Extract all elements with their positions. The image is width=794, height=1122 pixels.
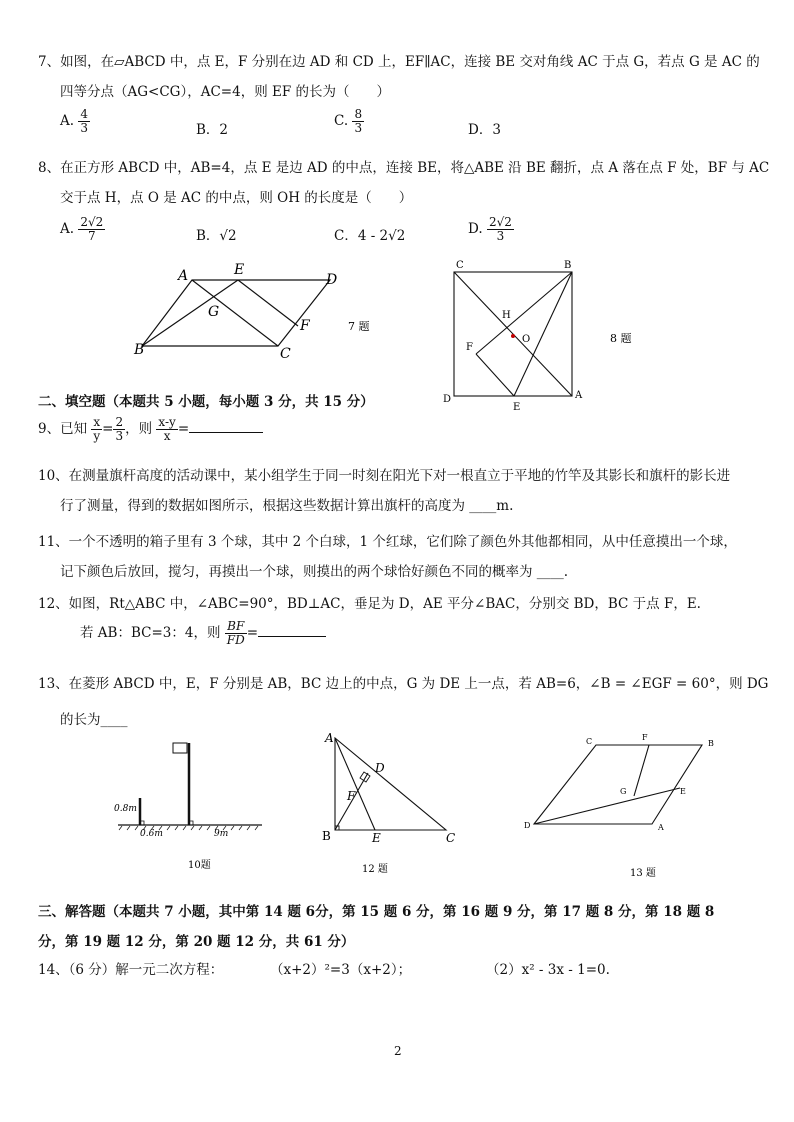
fig10-label-height: 0.8m	[114, 804, 137, 814]
q14-label: 14、（6 分）解一元二次方程：	[38, 962, 224, 978]
fig12-label-f: F	[347, 789, 356, 803]
fig8-label-o: O	[522, 334, 531, 345]
fig10-label-short-shadow: 0.6m	[140, 829, 163, 839]
page-number: 2	[394, 1044, 402, 1058]
section-3-heading-line2: 分，第 19 题 12 分，第 20 题 12 分，共 61 分）	[38, 934, 355, 950]
answer-blank	[258, 636, 326, 637]
figure-7-parallelogram	[130, 260, 380, 370]
q8-line2: 交于点 H，点 O 是 AC 的中点，则 OH 的长度是（ ）	[60, 190, 413, 206]
q7-option-a: A. $\frac{4}{3}$	[60, 107, 88, 136]
fig8-label-b: B	[564, 260, 572, 271]
figure-8-square	[440, 258, 640, 414]
q12-line2: 若 AB：BC=3：4，则 $\frac{BF}{FD}$ =	[80, 620, 326, 647]
fig13-label-a: A	[658, 823, 664, 832]
fig12-label-c: C	[446, 831, 456, 845]
section-3-heading-line1: 三、解答题（本题共 7 小题，其中第 14 题 6分，第 15 题 6 分，第 16 题 9 分，第 17 题 8 分，第 18 题 8	[38, 904, 715, 920]
fig13-label-b: B	[708, 739, 714, 748]
figure-12-triangle	[318, 730, 468, 878]
fig7-label-b: B	[134, 342, 145, 358]
fraction: $\frac{2√2}{3}$	[488, 215, 512, 244]
fig12-caption: 12 题	[362, 864, 388, 875]
fig8-label-d: D	[443, 394, 452, 405]
fig8-label-c: C	[456, 260, 464, 271]
q8-option-a: A. $\frac{2√2}{7}$	[60, 215, 104, 244]
q10-line1: 10、在测量旗杆高度的活动课中，某小组学生于同一时刻在阳光下对一根直立于平地的竹竿及其影长和旗杆的影长进	[38, 468, 731, 484]
fraction: $\frac{x}{y}$	[93, 415, 101, 444]
fig8-label-f: F	[466, 342, 473, 353]
q7-line1: 7、如图，在▱ABCD 中，点 E，F 分别在边 AD 和 CD 上，EF∥AC，连接 BE 交对角线 AC 于点 G，若点 G 是 AC 的	[38, 54, 760, 70]
fig12-label-a: A	[325, 731, 334, 745]
fraction: $\frac{4}{3}$	[80, 107, 88, 136]
q13-line2: 的长为____	[60, 712, 128, 728]
q12-line1: 12、如图，Rt△ABC 中，∠ABC=90°，BD⊥AC，垂足为 D，AE 平分∠BAC，分别交 BD，BC 于点 F，E.	[38, 596, 701, 612]
fig13-label-g: G	[620, 787, 627, 796]
fig7-label-g: G	[208, 304, 220, 320]
fig8-label-h: H	[502, 310, 511, 321]
q14-equation-2: （2）x² - 3x - 1=0.	[486, 962, 610, 978]
fig7-label-a: A	[178, 268, 189, 284]
q11-line1: 11、一个不透明的箱子里有 3 个球，其中 2 个白球，1 个红球，它们除了颜色外其他都相同，从中任意摸出一个球，	[38, 534, 737, 550]
fig10-caption: 10题	[188, 860, 211, 871]
fraction: $\frac{8}{3}$	[354, 107, 363, 136]
fig8-label-a: A	[575, 390, 583, 401]
answer-blank	[189, 432, 263, 433]
fig13-label-c: C	[586, 737, 593, 746]
fig8-label-e: E	[513, 402, 521, 413]
q14-equation-1: （x+2）²=3（x+2）；	[270, 962, 412, 978]
q7-option-b: B．2	[196, 122, 229, 138]
q8-option-c: C．4 - 2√2	[334, 228, 406, 244]
q8-option-b: B．√2	[196, 228, 237, 244]
q7-option-c: C. $\frac{8}{3}$	[334, 107, 363, 136]
fig8-caption: 8 题	[610, 332, 632, 345]
fig7-label-e: E	[234, 262, 245, 278]
fig7-label-f: F	[300, 318, 310, 334]
q8-line1: 8、在正方形 ABCD 中，AB=4，点 E 是边 AD 的中点，连接 BE，将△ABE 沿 BE 翻折，点 A 落在点 F 处，BF 与 AC	[38, 160, 770, 176]
section-2-heading: 二、填空题（本题共 5 小题，每小题 3 分，共 15 分）	[38, 394, 374, 410]
fig13-label-d: D	[524, 821, 531, 830]
figure-10-flagpole	[110, 738, 270, 874]
fraction: $\frac{BF}{FD}$	[226, 619, 245, 648]
q9: 9、已知 $\frac{x}{y}$ = $\frac{2}{3}$ ，则 $\frac{x-y}{x}$ =	[38, 416, 263, 443]
fig12-label-b: B	[322, 829, 331, 843]
q11-line2: 记下颜色后放回，搅匀，再摸出一个球，则摸出的两个球恰好颜色不同的概率为 ____.	[60, 564, 569, 580]
figure-13-rhombus	[516, 730, 726, 882]
fig7-caption: 7 题	[348, 320, 370, 333]
fraction: $\frac{2√2}{7}$	[80, 215, 104, 244]
q10-line2: 行了测量，得到的数据如图所示，根据这些数据计算出旗杆的高度为 ____m.	[60, 498, 514, 514]
fig12-label-d: D	[375, 761, 385, 775]
point-o	[511, 334, 515, 338]
fig12-label-e: E	[372, 831, 381, 845]
fig10-label-long-shadow: 9m	[214, 829, 229, 839]
fig13-caption: 13 题	[630, 868, 656, 879]
fig13-label-e: E	[680, 787, 686, 796]
fig13-label-f: F	[642, 733, 648, 742]
fraction: $\frac{x-y}{x}$	[158, 415, 176, 444]
fig7-label-d: D	[326, 272, 338, 288]
q8-option-d: D. $\frac{2√2}{3}$	[468, 215, 512, 244]
q13-line1: 13、在菱形 ABCD 中，E，F 分别是 AB，BC 边上的中点，G 为 DE 上一点，若 AB=6，∠B = ∠EGF = 60°，则 DG	[38, 676, 769, 692]
fig7-label-c: C	[280, 346, 291, 362]
q7-option-d: D．3	[468, 122, 501, 138]
q7-line2: 四等分点（AG<CG），AC=4，则 EF 的长为（ ）	[60, 84, 390, 100]
fraction: $\frac{2}{3}$	[115, 415, 124, 444]
